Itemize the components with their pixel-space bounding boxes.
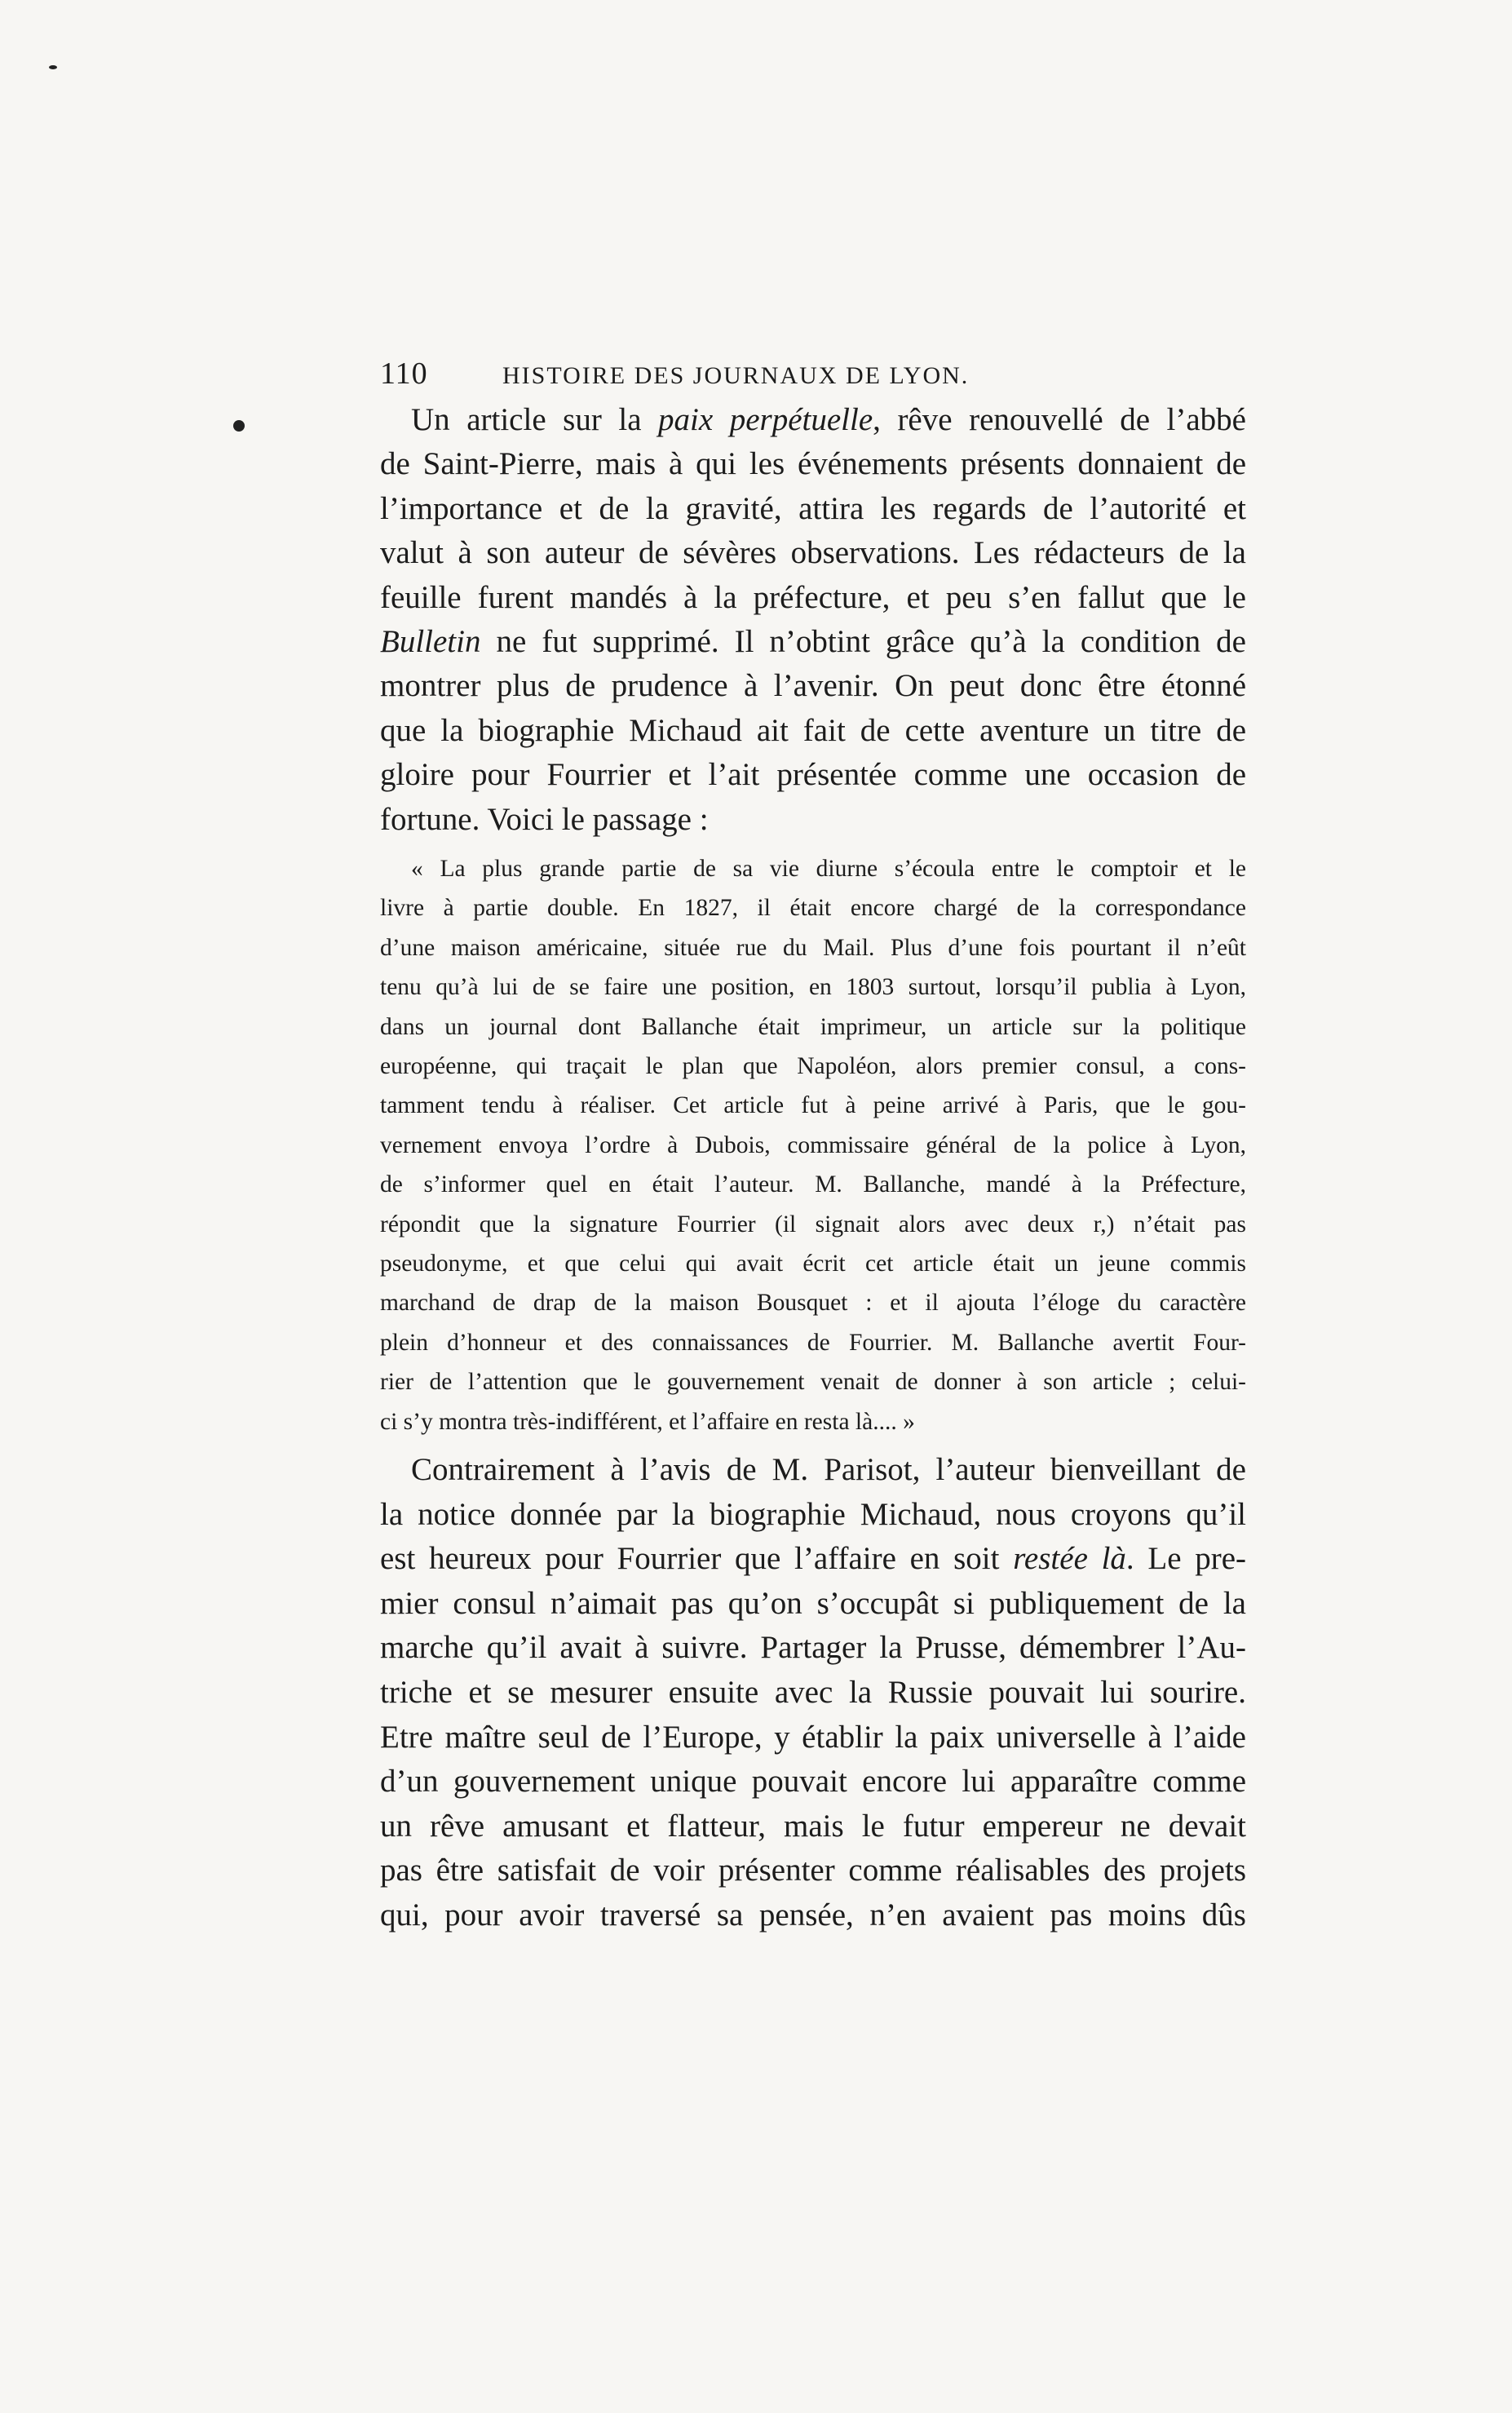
italic-phrase: paix perpétuelle — [658, 402, 873, 437]
text-line: Bulletin ne fut supprimé. Il n’obtint grâce qu’à la condition de — [380, 624, 1246, 660]
text-line: valut à son auteur de sévères observations. Les rédacteurs de la — [380, 535, 1246, 571]
text-line: Etre maître seul de l’Europe, y établir la paix universelle à l’aide — [380, 1719, 1246, 1755]
quote-line: pseudonyme, et que celui qui avait écrit cet article était un jeune commis — [380, 1251, 1246, 1277]
quote-line: « La plus grande partie de sa vie diurne s’écoula entre le comptoir et le — [411, 856, 1246, 882]
text-line: est heureux pour Fourrier que l’affaire en soit restée là. Le pre- — [380, 1541, 1247, 1577]
quote-line: dans un journal dont Ballanche était imprimeur, un article sur la politique — [380, 1013, 1246, 1040]
ink-speck — [49, 65, 57, 69]
page-number: 110 — [380, 356, 428, 391]
block-quote — [380, 849, 1246, 1441]
text-line: fortune. Voici le passage : — [380, 801, 709, 837]
text-line: pas être satisfait de voir présenter comme réalisables des projets — [380, 1853, 1246, 1888]
quote-line: livre à partie double. En 1827, il était encore chargé de la correspondance — [380, 895, 1246, 922]
quote-line: marchand de drap de la maison Bousquet : et il ajouta l’éloge du caractère — [380, 1290, 1246, 1317]
text-line: que la biographie Michaud ait fait de cette aventure un titre de — [380, 712, 1246, 748]
text-line: de Saint-Pierre, mais à qui les événements présents donnaient de — [380, 446, 1246, 482]
text-line: triche et se mesurer ensuite avec la Russie pouvait lui sourire. — [380, 1674, 1246, 1710]
page-header — [380, 356, 1261, 392]
text-line: feuille furent mandés à la préfecture, et peu s’en fallut que le — [380, 579, 1246, 615]
quote-line: tenu qu’à lui de se faire une position, en 1803 surtout, lorsqu’il publia à Lyon, — [380, 974, 1246, 1001]
ink-dot — [233, 420, 245, 432]
quote-line: vernement envoya l’ordre à Dubois, commissaire général de la police à Lyon, — [380, 1131, 1246, 1158]
quote-line: ci s’y montra très-indifférent, et l’affaire en resta là.... » — [380, 1408, 915, 1435]
text-line: d’un gouvernement unique pouvait encore lui apparaître comme — [380, 1764, 1246, 1800]
running-title: HISTOIRE DES JOURNAUX DE LYON. — [502, 362, 970, 389]
text-line: marche qu’il avait à suivre. Partager la Prusse, démembrer l’Au- — [380, 1630, 1246, 1666]
paragraph-2 — [380, 1448, 1246, 1938]
quote-line: de s’informer quel en était l’auteur. M. Ballanche, mandé à la Préfecture, — [380, 1171, 1246, 1198]
quote-line: rier de l’attention que le gouvernement venait de donner à son article ; celui- — [380, 1369, 1246, 1396]
text-line: Contrairement à l’avis de M. Parisot, l’auteur bienveillant de — [411, 1452, 1246, 1487]
text-line: mier consul n’aimait pas qu’on s’occupât si publiquement de la — [380, 1585, 1246, 1621]
text-line: l’importance et de la gravité, attira les regards de l’autorité et — [380, 490, 1246, 526]
italic-title: Bulletin — [380, 624, 481, 660]
quote-line: plein d’honneur et des connaissances de Fourrier. M. Ballanche avertit Four- — [380, 1329, 1246, 1356]
quote-line: répondit que la signature Fourrier (il signait alors avec deux r,) n’était pas — [380, 1211, 1246, 1237]
text-line: un rêve amusant et flatteur, mais le futur empereur ne devait — [380, 1808, 1246, 1844]
quote-line: tamment tendu à réaliser. Cet article fut à peine arrivé à Paris, que le gou- — [380, 1092, 1246, 1119]
text-line: qui, pour avoir traversé sa pensée, n’en avaient pas moins dûs — [380, 1897, 1246, 1933]
italic-phrase: restée là — [1013, 1541, 1126, 1577]
text-line: Un article sur la paix perpétuelle, rêve renouvellé de l’abbé — [411, 402, 1246, 437]
paragraph-1 — [380, 398, 1246, 842]
text-line: gloire pour Fourrier et l’ait présentée comme une occasion de — [380, 757, 1246, 793]
text-line: la notice donnée par la biographie Michaud, nous croyons qu’il — [380, 1496, 1246, 1532]
quote-line: d’une maison américaine, située rue du Mail. Plus d’une fois pourtant il n’eût — [380, 934, 1246, 961]
text-line: montrer plus de prudence à l’avenir. On peut donc être étonné — [380, 668, 1246, 704]
quote-line: européenne, qui traçait le plan que Napoléon, alors premier consul, a cons- — [380, 1053, 1246, 1080]
